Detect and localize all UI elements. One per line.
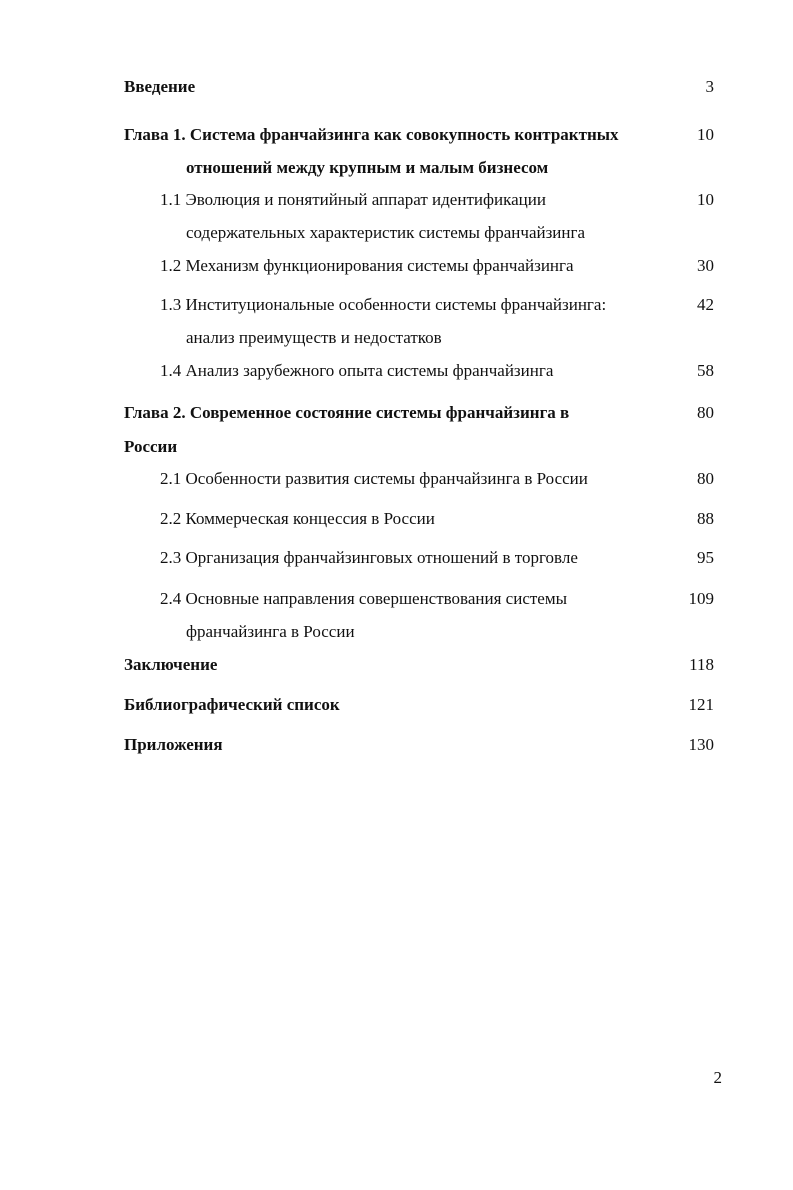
toc-entry-chapter-1: Глава 1. Система франчайзинга как совокупность контрактных: [124, 125, 619, 144]
page-number: 2: [713, 1068, 722, 1087]
toc-page-1-3: 42: [697, 295, 714, 314]
toc-entry-conclusion: Заключение: [124, 655, 218, 674]
toc-page-appendices: 130: [688, 735, 714, 754]
toc-entry-2-1: 2.1 Особенности развития системы франчайзинга в России: [160, 469, 588, 488]
toc-page-2-3: 95: [697, 548, 714, 567]
toc-entry-1-1-cont: содержательных характеристик системы франчайзинга: [186, 223, 586, 242]
toc-page-chapter-2: 80: [697, 403, 714, 422]
toc-entry-1-3: 1.3 Институциональные особенности системы франчайзинга:: [160, 295, 607, 314]
toc-entry-1-1: 1.1 Эволюция и понятийный аппарат идентификации: [160, 190, 546, 209]
toc-entry-2-2: 2.2 Коммерческая концессия в России: [160, 509, 435, 528]
toc-entry-chapter-1-cont: отношений между крупным и малым бизнесом: [186, 158, 549, 177]
toc-page-1-2: 30: [697, 256, 714, 275]
toc-entry-chapter-2: Глава 2. Современное состояние системы франчайзинга в: [124, 403, 570, 422]
toc-entry-intro: Введение: [124, 77, 196, 96]
toc-page-2-1: 80: [697, 469, 714, 488]
toc-entry-1-3-cont: анализ преимуществ и недостатков: [186, 328, 442, 347]
toc-entry-2-4: 2.4 Основные направления совершенствования системы: [160, 589, 568, 608]
toc-page-2-4: 109: [688, 589, 714, 608]
toc-entry-1-4: 1.4 Анализ зарубежного опыта системы франчайзинга: [160, 361, 554, 380]
toc-page-bibliography: 121: [688, 695, 714, 714]
toc-entry-appendices: Приложения: [124, 735, 223, 754]
toc-page-intro: 3: [705, 77, 714, 96]
toc-entry-bibliography: Библиографический список: [124, 695, 340, 714]
toc-entry-chapter-2-cont: России: [124, 437, 178, 456]
toc-entry-1-2: 1.2 Механизм функционирования системы франчайзинга: [160, 256, 574, 275]
toc-page-1-4: 58: [697, 361, 714, 380]
toc-page-1-1: 10: [697, 190, 714, 209]
toc-page-chapter-1: 10: [697, 125, 714, 144]
toc-page-2-2: 88: [697, 509, 714, 528]
toc-entry-2-4-cont: франчайзинга в России: [186, 622, 355, 641]
toc-page-conclusion: 118: [689, 655, 714, 674]
toc-entry-2-3: 2.3 Организация франчайзинговых отношений в торговле: [160, 548, 578, 567]
